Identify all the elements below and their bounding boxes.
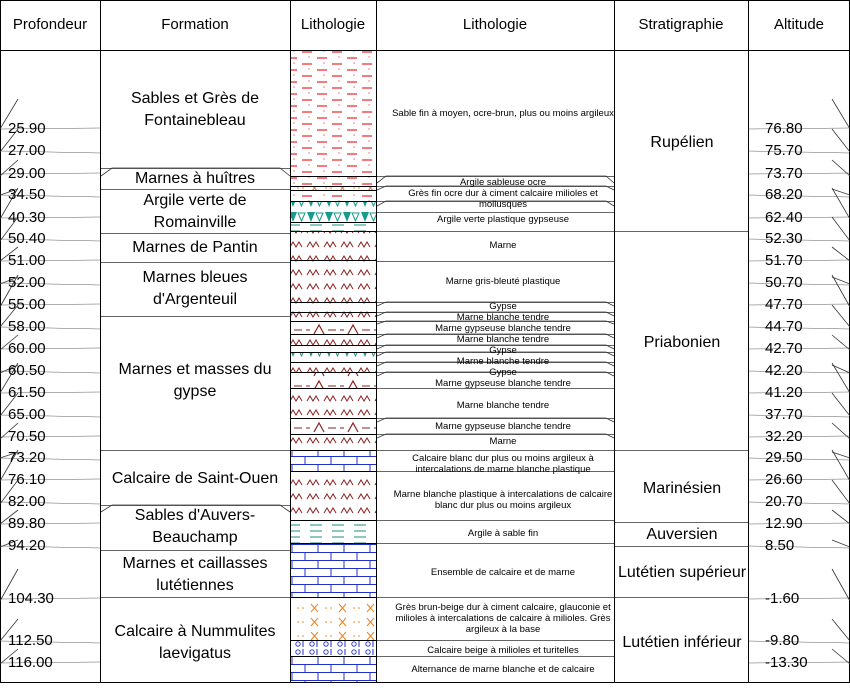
lithology-description: Argile sableuse ocre	[459, 176, 547, 188]
formation-name: Marnes à huîtres	[134, 170, 256, 187]
lithology-description: Calcaire blanc dur plus ou moins argileux à intercalations de marne blanche plastique	[412, 453, 594, 475]
lithology-layer	[291, 345, 376, 352]
altitude-label: 32.20	[765, 428, 803, 445]
lithology-description: Marne blanche tendre	[456, 334, 550, 345]
altitude-label: 47.70	[765, 296, 803, 313]
lithology-description: Marne gypseuse blanche tendre	[435, 378, 571, 389]
depth-label: 40.30	[8, 209, 46, 226]
header-lithologie: Lithologie	[462, 16, 528, 33]
lithology-description: Marne blanche tendre	[456, 312, 550, 323]
header-lithologie-pattern: Lithologie	[300, 16, 366, 33]
depth-label: 104.30	[8, 590, 54, 607]
depth-label: 55.00	[8, 296, 46, 313]
altitude-label: 8.50	[765, 537, 795, 554]
lithology-layer	[291, 362, 376, 372]
lithology-description: Gypse	[489, 345, 517, 356]
altitude-label: 51.70	[765, 252, 803, 269]
altitude-label: 75.70	[765, 142, 803, 159]
formation-name: Marnes bleues d'Argenteuil	[142, 269, 248, 308]
depth-label: 116.00	[8, 654, 53, 671]
altitude-label: 20.70	[765, 493, 803, 510]
lithology-layer	[291, 656, 376, 683]
lithology-description: Grès fin ocre dur à ciment calcaire milioles et mollusques	[408, 188, 598, 210]
depth-label: 58.00	[8, 318, 46, 335]
depth-label: 60.50	[8, 362, 46, 379]
lithology-description: Marne gypseuse blanche tendre	[435, 420, 571, 432]
stratigraphy-stage: Marinésien	[642, 479, 722, 497]
stratigraphy-stage: Auversien	[646, 525, 718, 543]
lithology-description: Argile à sable fin	[467, 527, 539, 539]
formation-name: Argile verte de Romainville	[143, 191, 247, 231]
lithology-description: Marne	[489, 239, 517, 251]
lithology-description: Marne blanche plastique à intercalations de calcaire blanc dur plus ou moins argileux	[393, 489, 613, 511]
lithology-description: Marne gris-bleuté plastique	[445, 275, 561, 287]
stratigraphy-stage: Lutétien inférieur	[622, 633, 742, 651]
lithology-layer	[291, 176, 376, 186]
depth-label: 89.80	[8, 515, 46, 532]
lithology-layer	[291, 520, 376, 543]
lithology-layer	[291, 543, 376, 597]
altitude-label: -13.30	[765, 654, 808, 671]
altitude-label: 73.70	[765, 165, 803, 182]
depth-label: 50.40	[8, 230, 46, 247]
formation-name: Marnes et masses du gypse	[118, 361, 272, 400]
formation-name: Calcaire à Nummulites laevigatus	[114, 623, 276, 662]
stratigraphy-stage: Rupélien	[650, 133, 714, 151]
lithology-layer	[291, 222, 376, 231]
lithology-layer	[291, 312, 376, 321]
lithology-description: Calcaire beige à milioles et turitelles	[427, 644, 579, 656]
lithology-description: Argile verte plastique gypseuse	[436, 213, 570, 225]
depth-label: 73.20	[8, 449, 46, 466]
altitude-label: 44.70	[765, 318, 803, 335]
depth-label: 70.50	[8, 428, 46, 445]
depth-label: 94.20	[8, 537, 46, 554]
lithology-layer	[291, 388, 376, 418]
depth-label: 29.00	[8, 165, 46, 182]
lithology-layer	[291, 450, 376, 471]
altitude-label: 26.60	[765, 471, 803, 488]
lithology-layer	[291, 471, 376, 520]
lithology-layer	[291, 334, 376, 345]
altitude-label: 42.70	[765, 340, 803, 357]
lithology-layer	[291, 201, 376, 222]
altitude-label: 12.90	[765, 515, 803, 532]
lithology-layer	[291, 231, 376, 260]
lithology-description: Marne blanche tendre	[456, 356, 550, 367]
lithology-layer	[291, 434, 376, 450]
lithology-description: Gypse	[489, 367, 517, 378]
lithology-layer	[291, 640, 376, 656]
header-altitude: Altitude	[773, 16, 825, 33]
altitude-label: 68.20	[765, 186, 803, 203]
formation-name: Sables et Grès de Fontainebleau	[130, 90, 260, 129]
depth-label: 82.00	[8, 493, 46, 510]
lithology-description: Alternance de marne blanche et de calcaire	[411, 663, 595, 675]
lithology-column	[291, 51, 376, 683]
altitude-label: 37.70	[765, 406, 803, 423]
lithology-description: Grès brun-beige dur à ciment calcaire, glauconie et milioles à intercalations de calcaire à milioles. Grès argileux à la base	[395, 601, 611, 635]
lithology-layer	[291, 372, 376, 388]
depth-label: 65.00	[8, 406, 46, 423]
formation-name: Calcaire de Saint-Ouen	[111, 470, 279, 487]
formation-name: Marnes et caillasses lutétiennes	[122, 555, 268, 594]
depth-label: 34.50	[8, 186, 46, 203]
altitude-label: 50.70	[765, 274, 803, 291]
stratigraphy-stage: Lutétien supérieur	[617, 563, 747, 581]
depth-label: 52.00	[8, 274, 46, 291]
lithology-layer	[291, 260, 376, 302]
lithology-description: Gypse	[489, 301, 517, 312]
lithology-layer	[291, 190, 376, 201]
lithology-description: Marne blanche tendre	[456, 399, 550, 411]
altitude-label: 29.50	[765, 449, 803, 466]
lithology-description: Marne	[489, 435, 517, 447]
lithology-layer	[291, 321, 376, 334]
altitude-label: 52.30	[765, 230, 803, 247]
depth-label: 112.50	[8, 632, 53, 649]
altitude-label: -1.60	[765, 590, 800, 607]
lithology-description: Ensemble de calcaire et de marne	[430, 566, 576, 578]
header-stratigraphie: Stratigraphie	[638, 16, 724, 33]
lithology-layer	[291, 302, 376, 312]
altitude-label: -9.80	[765, 632, 800, 649]
depth-label: 61.50	[8, 384, 46, 401]
depth-label: 60.00	[8, 340, 46, 357]
altitude-label: 76.80	[765, 120, 803, 137]
formation-name: Sables d'Auvers-Beauchamp	[134, 507, 256, 546]
lithology-layer	[291, 51, 376, 176]
lithology-description: Sable fin à moyen, ocre-brun, plus ou moins argileux	[392, 107, 614, 119]
stratigraphy-stage: Priabonien	[643, 333, 721, 351]
lithology-layer	[291, 418, 376, 434]
formation-name: Marnes de Pantin	[132, 239, 258, 256]
altitude-label: 41.20	[765, 384, 803, 401]
lithology-description: Marne gypseuse blanche tendre	[435, 323, 571, 334]
lithology-layer	[291, 352, 376, 362]
header-formation: Formation	[161, 16, 229, 33]
depth-label: 76.10	[8, 471, 46, 488]
altitude-label: 62.40	[765, 209, 803, 226]
depth-label: 25.90	[8, 120, 46, 137]
altitude-label: 42.20	[765, 362, 803, 379]
lithology-layer	[291, 597, 376, 640]
depth-label: 51.00	[8, 252, 46, 269]
header-profondeur: Profondeur	[12, 16, 88, 33]
depth-label: 27.00	[8, 142, 46, 159]
